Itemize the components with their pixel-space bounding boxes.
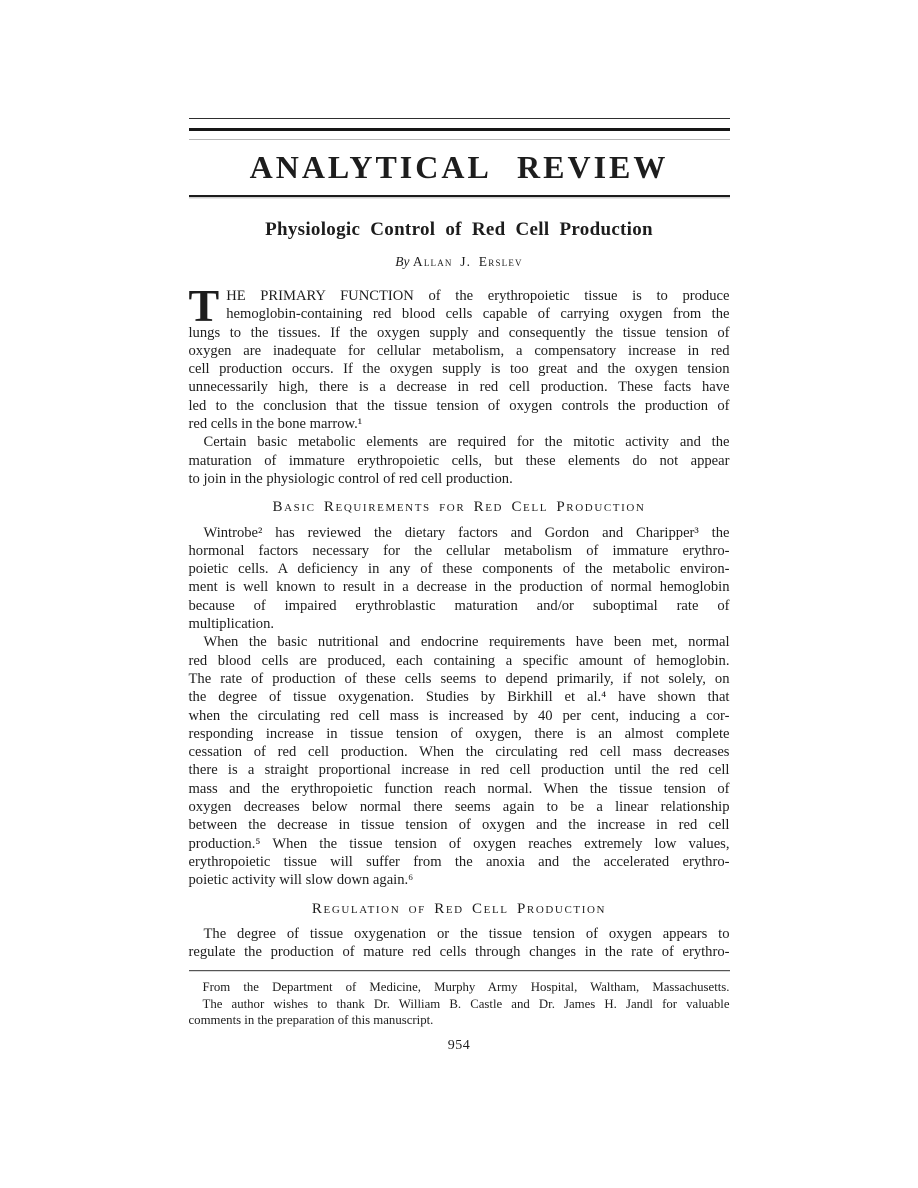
text-line: when the circulating red cell mass is increased by 40 per cent, inducing a cor- bbox=[188, 707, 730, 724]
text-line: there is a straight proportional increase in red cell production until the red cell bbox=[188, 762, 730, 779]
journal-section-title: ANALYTICAL REVIEW bbox=[249, 149, 669, 185]
header-rule-thick bbox=[189, 128, 730, 131]
article-title: Physiologic Control of Red Cell Production bbox=[265, 219, 653, 240]
text-line: lungs to the tissues. If the oxygen supply and consequently the tissue tension of bbox=[188, 324, 730, 341]
text-line: led to the conclusion that the tissue tension of oxygen controls the production of bbox=[188, 397, 730, 414]
text-line: cessation of red cell production. When the circulating red cell mass decreases bbox=[188, 744, 730, 761]
text-line: unnecessarily high, there is a decrease in red cell production. These facts have bbox=[188, 379, 730, 396]
text-line: production.⁵ When the tissue tension of oxygen reaches extremely low values, bbox=[188, 835, 730, 852]
text-line: oxygen decreases below normal there seems again to be a linear relationship bbox=[188, 799, 730, 816]
text-line: because of impaired erythroblastic maturation and/or suboptimal rate of bbox=[188, 597, 730, 614]
paragraph bbox=[189, 433, 730, 488]
text-line: oxygen are inadequate for cellular metabolism, a compensatory increase in red bbox=[188, 342, 730, 359]
footnote-line: The author wishes to thank Dr. William B. Castle and Dr. James H. Jandl for valuable bbox=[202, 996, 730, 1011]
text-line: red blood cells are produced, each containing a specific amount of hemoglobin. bbox=[188, 652, 730, 669]
text-line: poietic activity will slow down again.⁶ bbox=[188, 872, 414, 889]
article-body bbox=[188, 280, 730, 961]
text-line: hemoglobin-containing red blood cells capable of carrying oxygen from the bbox=[226, 306, 730, 323]
text-line: erythropoietic tissue will suffer from the anoxia and the accelerated erythro- bbox=[188, 853, 730, 870]
section-heading: Regulation of Red Cell Production bbox=[311, 900, 607, 917]
byline-by-label: By bbox=[395, 254, 410, 269]
text-line: poietic cells. A deficiency in any of these components of the metabolic environ- bbox=[188, 561, 730, 578]
text-line: ment is well known to result in a decrease in the production of normal hemoglobin bbox=[188, 579, 730, 596]
text-line: mass and the erythropoietic function reach normal. When the tissue tension of bbox=[188, 780, 730, 797]
document-page bbox=[189, 0, 730, 1054]
paragraph bbox=[189, 633, 730, 889]
header-rule-thin bbox=[189, 118, 730, 119]
paragraph bbox=[189, 925, 730, 962]
text-line: Certain basic metabolic elements are required for the mitotic activity and the bbox=[203, 434, 730, 451]
footnote-line: From the Department of Medicine, Murphy Army Hospital, Waltham, Massachusetts. bbox=[202, 980, 730, 995]
text-line: When the basic nutritional and endocrine requirements have been met, normal bbox=[203, 634, 730, 651]
header-rule-faint bbox=[189, 139, 730, 140]
drop-cap: T bbox=[188, 280, 220, 331]
footnote-rule bbox=[189, 970, 730, 971]
text-line: HE PRIMARY FUNCTION of the erythropoietic tissue is to produce bbox=[226, 288, 730, 304]
paragraph bbox=[189, 524, 730, 634]
text-line: the degree of tissue oxygenation. Studies by Birkhill et al.⁴ have shown that bbox=[188, 689, 730, 706]
text-line: maturation of immature erythropoietic cells, but these elements do not appear bbox=[188, 452, 730, 469]
section-heading: Basic Requirements for Red Cell Production bbox=[272, 499, 646, 516]
text-line: regulate the production of mature red cells through changes in the rate of erythro- bbox=[188, 944, 730, 961]
text-line: to join in the physiologic control of red cell production. bbox=[188, 470, 513, 487]
text-line: Wintrobe² has reviewed the dietary factors and Gordon and Charipper³ the bbox=[203, 524, 730, 541]
paragraph bbox=[188, 280, 730, 433]
footnote bbox=[189, 979, 730, 1028]
text-line: responding increase in tissue tension of oxygen, there is an almost complete bbox=[188, 725, 730, 742]
footnote-line: comments in the preparation of this manuscript. bbox=[188, 1012, 434, 1027]
text-line: between the decrease in tissue tension of oxygen and the increase in red cell bbox=[188, 817, 730, 834]
page-number: 954 bbox=[447, 1038, 471, 1054]
text-line: The rate of production of these cells seems to depend primarily, if not solely, on bbox=[188, 670, 730, 687]
byline-author-name: Allan J. Erslev bbox=[412, 254, 523, 269]
title-underline-rule bbox=[189, 195, 730, 197]
text-line: cell production occurs. If the oxygen supply is too great and the oxygen tension bbox=[188, 361, 730, 378]
text-line: hormonal factors necessary for the cellular metabolism of immature erythro- bbox=[188, 542, 730, 559]
byline bbox=[189, 254, 730, 270]
text-line: The degree of tissue oxygenation or the tissue tension of oxygen appears to bbox=[203, 925, 730, 942]
text-line: multiplication. bbox=[188, 616, 275, 633]
text-line: red cells in the bone marrow.¹ bbox=[188, 416, 363, 433]
